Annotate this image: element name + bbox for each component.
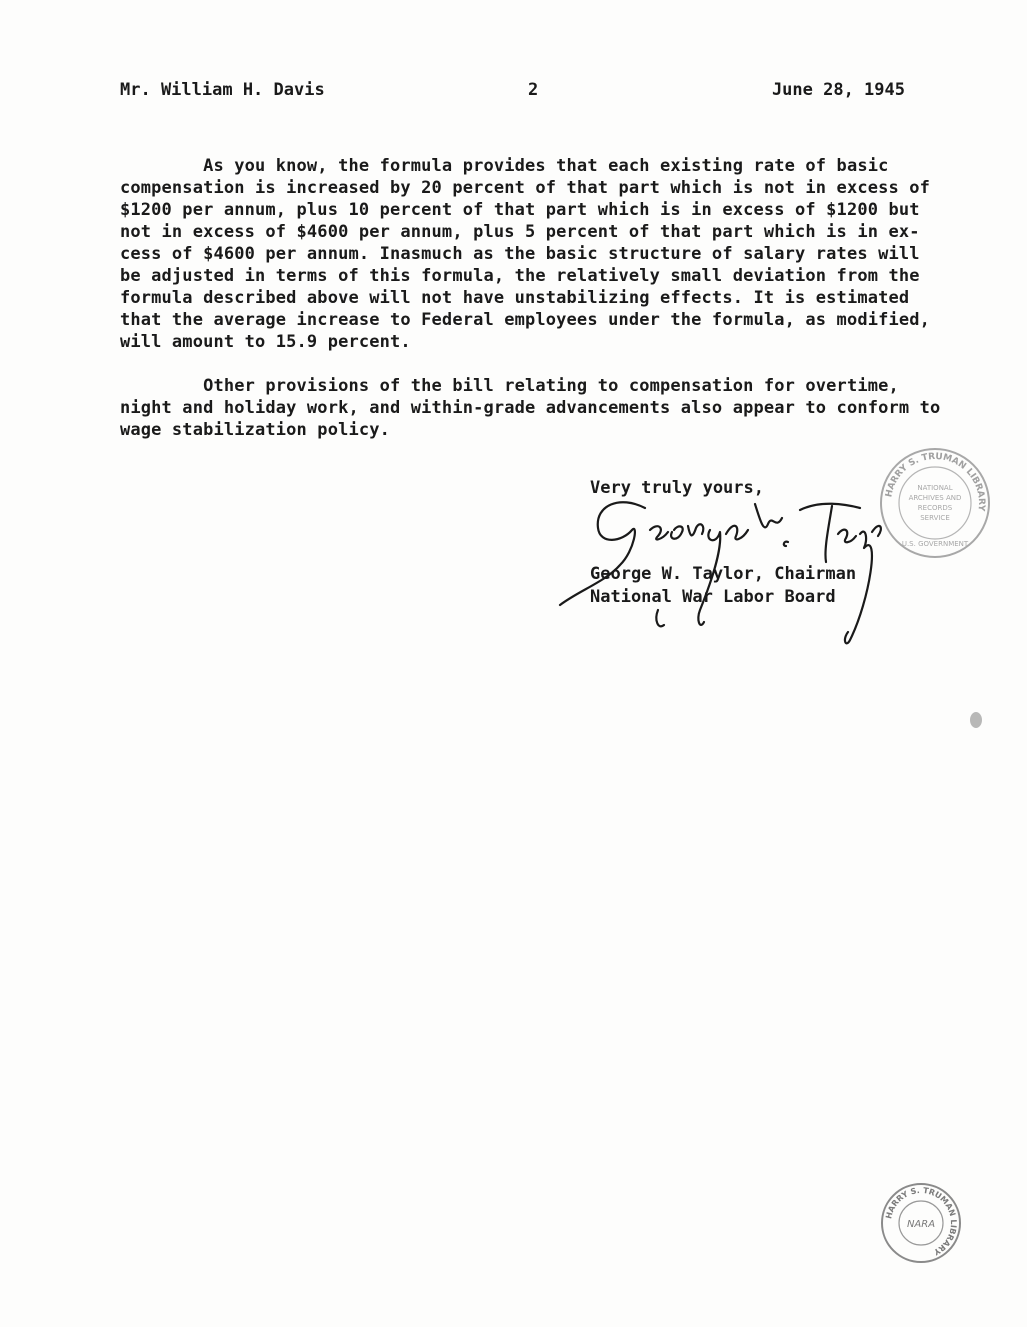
letter-body bbox=[120, 155, 970, 441]
signer-block bbox=[590, 563, 856, 609]
stamp-ring-text: HARRY S. TRUMAN LIBRARY bbox=[884, 1185, 959, 1257]
body-line: compensation is increased by 20 percent of that part which is not in excess of bbox=[120, 178, 931, 198]
stamp-center-line-3: RECORDS bbox=[917, 504, 953, 512]
truman-library-stamp-top bbox=[878, 446, 992, 560]
stamp-ring-text: HARRY S. TRUMAN LIBRARY bbox=[884, 451, 987, 512]
truman-library-stamp-bottom bbox=[880, 1182, 962, 1264]
paragraph-gap bbox=[120, 353, 970, 375]
paper-speck bbox=[970, 712, 982, 728]
signer-name-title: George W. Taylor, Chairman bbox=[590, 564, 857, 584]
body-line: cess of $4600 per annum. Inasmuch as the basic structure of salary rates will bbox=[120, 244, 920, 264]
body-line: wage stabilization policy. bbox=[120, 420, 391, 440]
recipient-name: Mr. William H. Davis bbox=[120, 80, 325, 100]
body-line: formula described above will not have unstabilizing effects. It is estimated bbox=[120, 288, 910, 308]
letter-header bbox=[120, 80, 905, 108]
body-line: will amount to 15.9 percent. bbox=[120, 332, 411, 352]
body-line: Other provisions of the bill relating to compensation for overtime, bbox=[120, 376, 899, 396]
stamp-bottom-text: U.S. GOVERNMENT bbox=[901, 540, 969, 548]
page-number: 2 bbox=[528, 80, 539, 100]
stamp-center-line-2: ARCHIVES AND bbox=[908, 494, 962, 502]
body-line: $1200 per annum, plus 10 percent of that part which is in excess of $1200 but bbox=[120, 200, 920, 220]
letter-date: June 28, 1945 bbox=[771, 80, 905, 100]
body-line: not in excess of $4600 per annum, plus 5 percent of that part which is in ex- bbox=[120, 222, 920, 242]
stamp-center-text: NARA bbox=[906, 1219, 936, 1230]
closing-salutation: Very truly yours, bbox=[590, 478, 764, 498]
stamp-center-line-1: NATIONAL bbox=[917, 484, 953, 492]
body-line: be adjusted in terms of this formula, the relatively small deviation from the bbox=[120, 266, 920, 286]
body-line: As you know, the formula provides that each existing rate of basic bbox=[120, 156, 889, 176]
stamp-center-line-4: SERVICE bbox=[920, 514, 950, 522]
signer-organization: National War Labor Board bbox=[590, 587, 836, 607]
body-line: night and holiday work, and within-grade advancements also appear to conform to bbox=[120, 398, 941, 418]
body-line: that the average increase to Federal employees under the formula, as modified, bbox=[120, 310, 931, 330]
